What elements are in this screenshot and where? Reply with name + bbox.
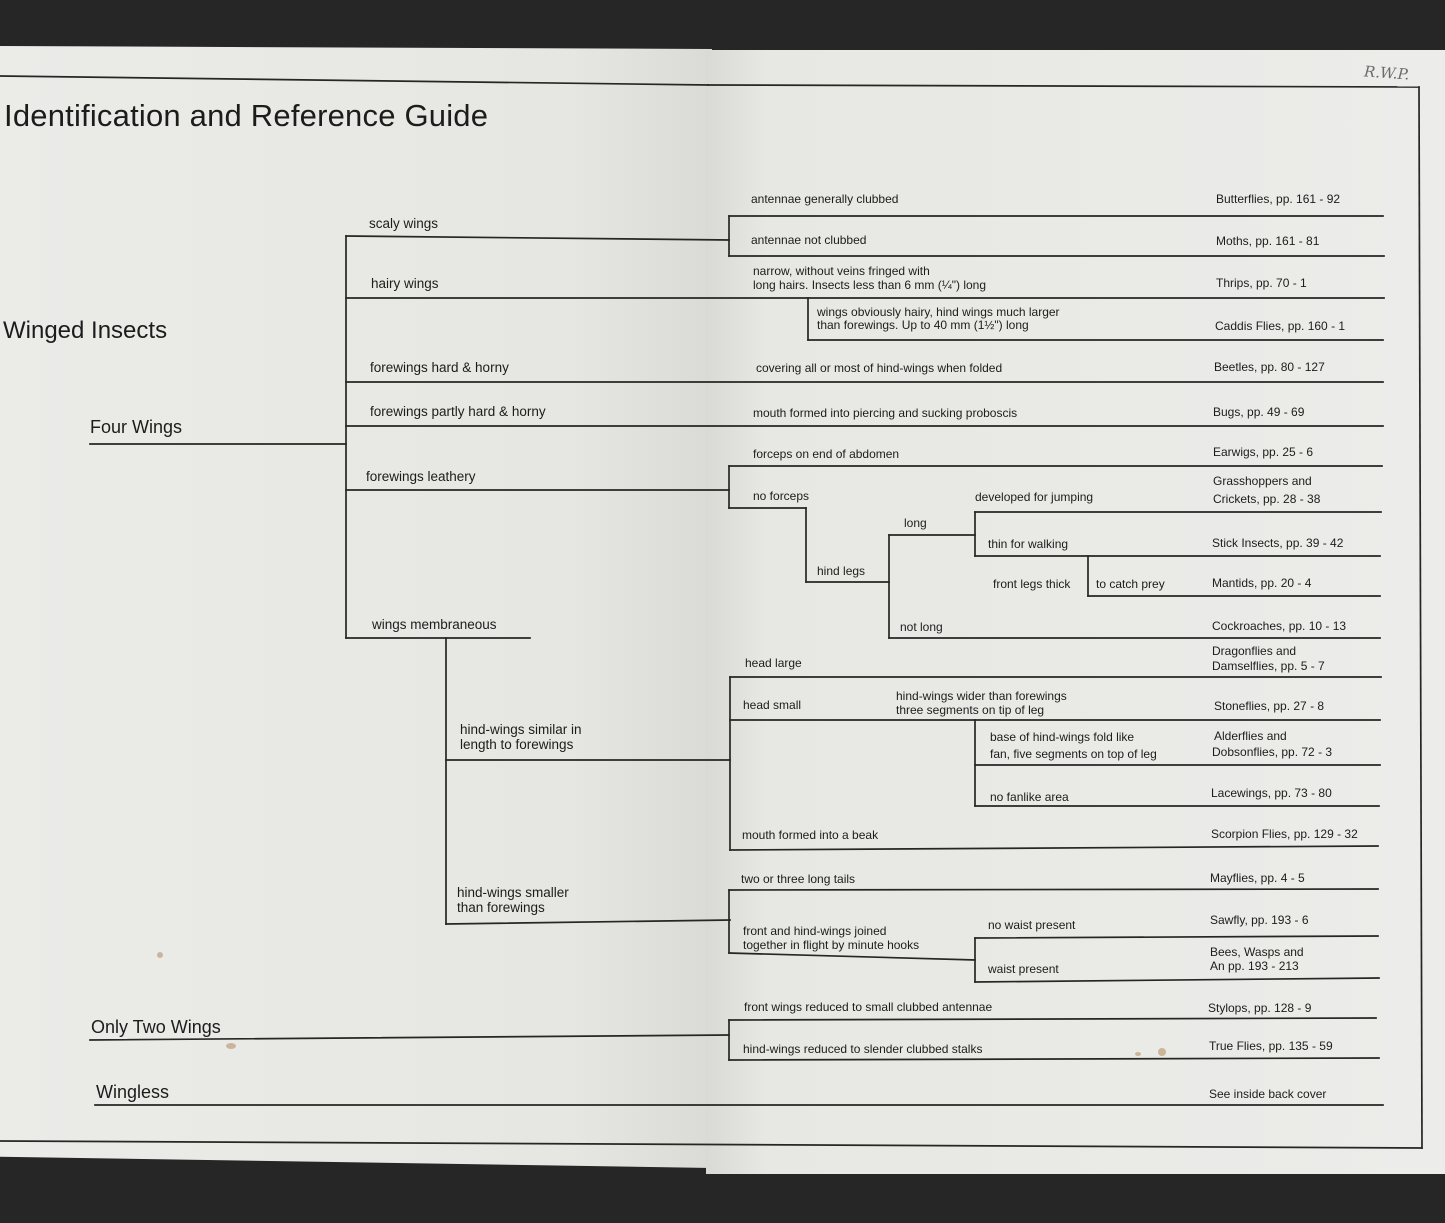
feature-no-waist: no waist present: [988, 918, 1076, 932]
wing-type-hairy: hairy wings: [371, 276, 439, 291]
feature-hind-legs: hind legs: [817, 564, 866, 578]
result-inside-back-cover: See inside back cover: [1209, 1087, 1327, 1101]
feature-head-small: head small: [743, 698, 802, 712]
wing-type-membraneous: wings membraneous: [372, 617, 497, 632]
result-bees-line1: Bees, Wasps and: [1210, 945, 1304, 959]
wing-type-partly-hard: forewings partly hard & horny: [370, 404, 546, 419]
branch-hind-smaller-line2: than forewings: [457, 900, 545, 915]
stain-mark: [157, 952, 163, 958]
result-stick-insects: Stick Insects, pp. 39 - 42: [1212, 536, 1344, 550]
result-alderflies-line1: Alderflies and: [1214, 729, 1287, 743]
left-page: [0, 46, 712, 1168]
feature-catch-prey: to catch prey: [1096, 577, 1165, 591]
feature-base-fold-line2: fan, five segments on top of leg: [990, 747, 1157, 761]
branch-hind-similar-line1: hind-wings similar in: [460, 722, 582, 737]
result-grasshoppers-line1: Grasshoppers and: [1213, 474, 1312, 488]
result-stylops: Stylops, pp. 128 - 9: [1208, 1001, 1312, 1015]
result-bugs: Bugs, pp. 49 - 69: [1213, 405, 1305, 419]
page-title: Identification and Reference Guide: [4, 98, 489, 133]
feature-forceps: forceps on end of abdomen: [753, 447, 900, 461]
feature-joined-line1: front and hind-wings joined: [743, 924, 887, 938]
feature-not-long: not long: [900, 620, 943, 634]
group-four-wings: Four Wings: [90, 417, 183, 437]
feature-hind-wider-line2: three segments on tip of leg: [896, 703, 1045, 717]
handwritten-note: R.W.P.: [1363, 62, 1411, 84]
feature-not-clubbed: antennae not clubbed: [751, 233, 867, 247]
feature-stylops: front wings reduced to small clubbed antennae: [744, 1000, 993, 1014]
result-mantids: Mantids, pp. 20 - 4: [1212, 576, 1312, 590]
feature-flies: hind-wings reduced to slender clubbed stalks: [743, 1042, 983, 1056]
feature-walking: thin for walking: [988, 537, 1069, 551]
result-dragonflies-line1: Dragonflies and: [1212, 644, 1297, 658]
result-alderflies-line2: Dobsonflies, pp. 72 - 3: [1212, 745, 1333, 759]
result-grasshoppers-line2: Crickets, pp. 28 - 38: [1213, 492, 1321, 506]
group-winged-insects: Winged Insects: [3, 317, 168, 344]
wing-type-hard: forewings hard & horny: [370, 360, 509, 375]
result-thrips: Thrips, pp. 70 - 1: [1216, 276, 1307, 290]
result-bees-line2: An pp. 193 - 213: [1210, 959, 1299, 973]
feature-base-fold-line1: base of hind-wings fold like: [990, 730, 1135, 744]
feature-front-legs: front legs thick: [993, 577, 1071, 591]
wing-type-scaly: scaly wings: [369, 216, 439, 231]
stain-mark: [226, 1043, 236, 1049]
feature-head-large: head large: [745, 656, 802, 670]
feature-narrow-line2: long hairs. Insects less than 6 mm (¼") long: [753, 278, 987, 292]
result-lacewings: Lacewings, pp. 73 - 80: [1211, 786, 1332, 800]
group-only-two-wings: Only Two Wings: [91, 1017, 221, 1037]
feature-clubbed: antennae generally clubbed: [751, 192, 899, 206]
feature-obviously-hairy-line1: wings obviously hairy, hind wings much larger: [817, 305, 1060, 319]
feature-jumping: developed for jumping: [975, 490, 1094, 504]
result-mayflies: Mayflies, pp. 4 - 5: [1210, 871, 1305, 885]
result-caddis: Caddis Flies, pp. 160 - 1: [1215, 319, 1346, 333]
feature-two-three-tails: two or three long tails: [741, 872, 856, 886]
result-sawfly: Sawfly, pp. 193 - 6: [1210, 913, 1309, 927]
feature-narrow-line1: narrow, without veins fringed with: [753, 264, 930, 278]
feature-long: long: [904, 516, 927, 530]
result-cockroaches: Cockroaches, pp. 10 - 13: [1212, 619, 1347, 633]
group-wingless: Wingless: [96, 1082, 170, 1102]
result-beetles: Beetles, pp. 80 - 127: [1214, 360, 1325, 374]
result-earwigs: Earwigs, pp. 25 - 6: [1213, 445, 1314, 459]
result-dragonflies-line2: Damselflies, pp. 5 - 7: [1212, 659, 1325, 673]
feature-no-forceps: no forceps: [753, 489, 810, 503]
feature-joined-line2: together in flight by minute hooks: [743, 938, 920, 952]
stain-mark: [1135, 1052, 1141, 1056]
feature-waist: waist present: [988, 962, 1059, 976]
feature-obviously-hairy-line2: than forewings. Up to 40 mm (1½") long: [817, 318, 1029, 332]
result-scorpion-flies: Scorpion Flies, pp. 129 - 32: [1211, 827, 1358, 841]
feature-beak: mouth formed into a beak: [742, 828, 879, 842]
feature-hind-wider-line1: hind-wings wider than forewings: [896, 689, 1067, 703]
feature-proboscis: mouth formed into piercing and sucking proboscis: [753, 406, 1018, 420]
feature-covering: covering all or most of hind-wings when folded: [756, 361, 1003, 375]
feature-no-fanlike: no fanlike area: [990, 790, 1069, 804]
branch-hind-smaller-line1: hind-wings smaller: [457, 885, 569, 900]
result-true-flies: True Flies, pp. 135 - 59: [1209, 1039, 1333, 1053]
stain-mark: [1158, 1048, 1166, 1056]
wing-type-leathery: forewings leathery: [366, 469, 476, 484]
result-stoneflies: Stoneflies, pp. 27 - 8: [1214, 699, 1325, 713]
result-butterflies: Butterflies, pp. 161 - 92: [1216, 192, 1341, 206]
branch-hind-similar-line2: length to forewings: [460, 737, 574, 752]
result-moths: Moths, pp. 161 - 81: [1216, 234, 1320, 248]
